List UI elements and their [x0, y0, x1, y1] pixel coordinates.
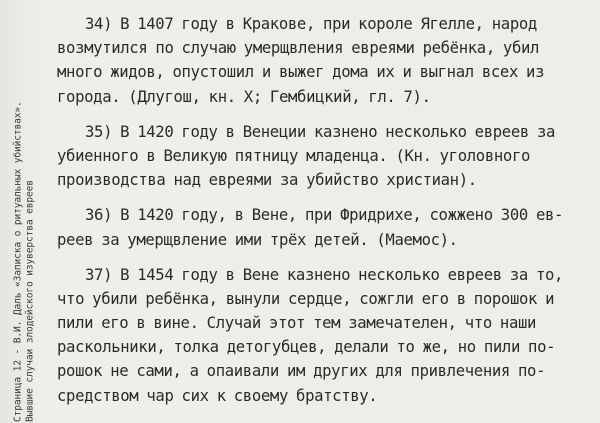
paragraph-35: [57, 120, 593, 193]
side-caption-text: [13, 2, 36, 422]
text-line: раскольники, толка детогубцев, делали то же, но пили по-: [57, 338, 556, 357]
paragraph-36: [57, 203, 593, 251]
text-line: что убили ребёнка, вынули сердце, сожгли его в порошок и: [57, 289, 555, 308]
side-caption-line-2: Вывшие случаи злодейского изуверства евреев: [24, 180, 35, 422]
text-line: 37) В 1454 году в Вене казнено несколько евреев за то,: [85, 265, 564, 284]
main-text: [57, 12, 593, 419]
text-line: средством чар сих к своему братству.: [57, 386, 378, 405]
text-line: 34) В 1407 году в Кракове, при короле Ягелле, народ: [85, 15, 537, 33]
text-line: много жидов, опустошил и выжег дома их и выгнал всех из: [57, 63, 545, 82]
text-line: 36) В 1420 году, в Вене, при Фридрихе, сожжено 300 ев-: [85, 206, 564, 225]
side-caption-line-1: Страница 12 - В.И. Даль «Записка о ритуальных убийствах».: [12, 101, 24, 422]
text-line: рошок не сами, а опаивали им других для привлечения по-: [57, 362, 546, 381]
text-line: возмутился по случаю умерщвления евреями ребёнка, убил: [57, 39, 540, 58]
text-line: 35) В 1420 году в Венеции казнено несколько евреев за: [85, 122, 556, 141]
text-line: производства над евреями за убийство христиан).: [57, 171, 477, 190]
text-line: города. (Длугош, кн. X; Гембицкий, гл. 7).: [57, 87, 431, 106]
paragraph-34: [57, 12, 593, 109]
text-line: убиенного в Великую пятницу младенца. (Кн. уголовного: [57, 146, 531, 165]
text-line: пили его в вине. Случай этот тем замечателен, что наши: [57, 314, 537, 333]
page-side-caption: [2, 0, 46, 423]
text-line: реев за умерщвление ими трёх детей. (Маемос).: [57, 230, 458, 249]
paragraph-37: [57, 263, 593, 408]
